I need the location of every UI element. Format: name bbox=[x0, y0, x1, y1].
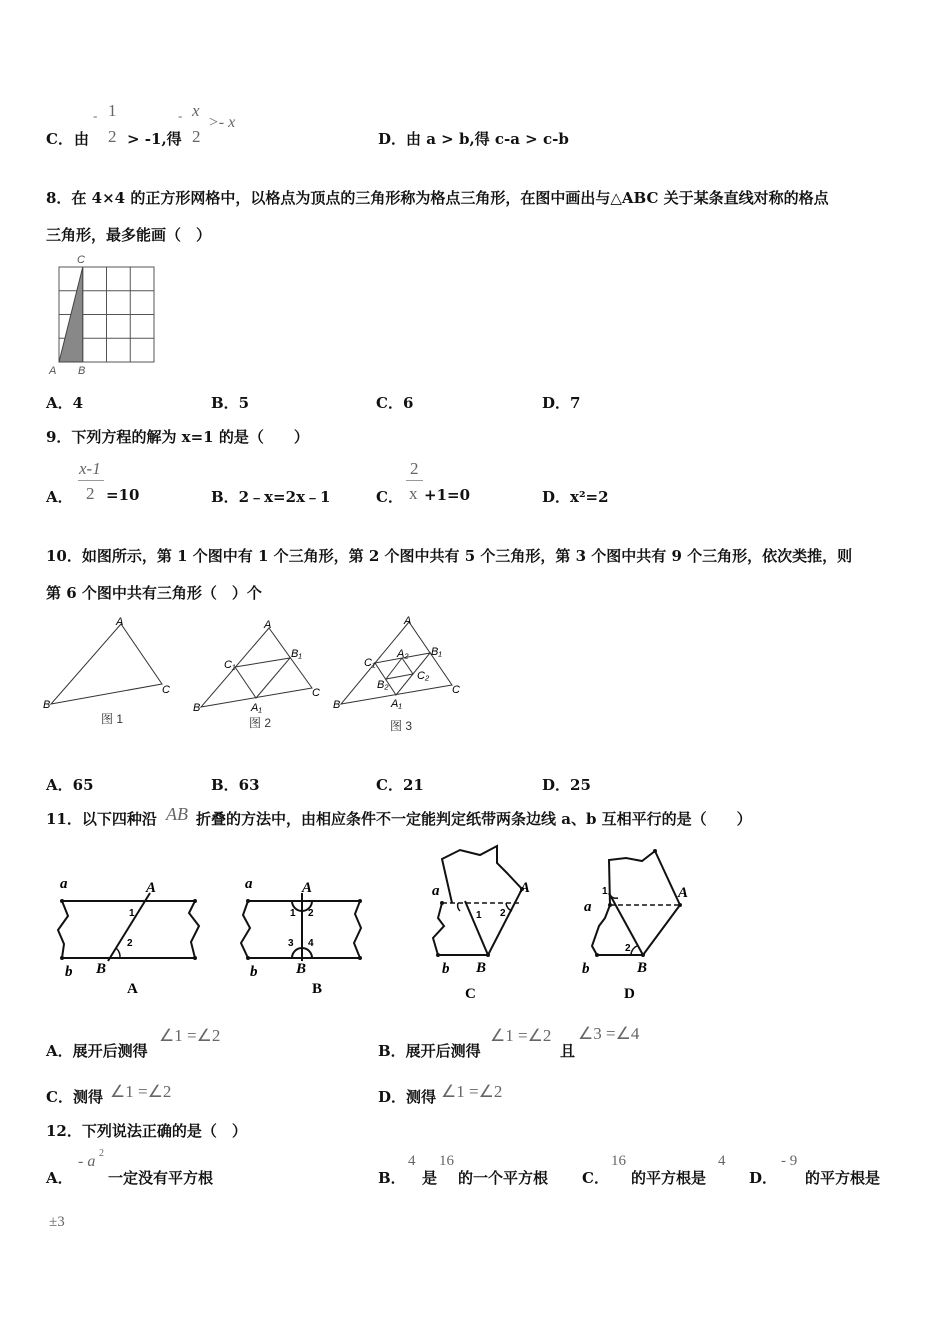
q11-figure-c bbox=[420, 838, 560, 1003]
q8-label-c: C bbox=[77, 254, 85, 266]
q11-fd-label-point-b: B bbox=[637, 960, 648, 976]
q9-a-fraction-bar bbox=[78, 480, 104, 481]
q11-fc-label-b-line: b bbox=[442, 961, 450, 977]
q8-option-c: C．6 bbox=[376, 394, 414, 412]
q8-stem-line2: 三角形，最多能画（ ） bbox=[46, 226, 212, 244]
q7-d-label: D． bbox=[378, 130, 407, 148]
q10-f3-label-a: A bbox=[404, 615, 412, 627]
q9-a-den: 2 bbox=[86, 484, 95, 503]
q11-stem-pre: 11．以下四种沿 bbox=[46, 810, 157, 828]
q7-c-neg2: - bbox=[178, 108, 183, 123]
q8-label-a: A bbox=[49, 365, 57, 377]
q11-fa-angle-1: 1 bbox=[129, 908, 135, 919]
q10-caption-2: 图 2 bbox=[249, 716, 272, 730]
q10-caption-3: 图 3 bbox=[390, 719, 413, 733]
q12-d-m1: - 9 bbox=[781, 1153, 798, 1169]
q8-label-b: B bbox=[78, 365, 86, 377]
q12-a-sup: 2 bbox=[99, 1148, 104, 1159]
q12-a-math: - a bbox=[78, 1153, 96, 1170]
q9-c-den: x bbox=[409, 484, 418, 503]
q10-f2-label-c1: C₁ bbox=[224, 659, 236, 671]
q11-fb-caption: B bbox=[312, 981, 323, 997]
q11-fd-angle-1: 1 bbox=[602, 886, 608, 897]
q11-fc-label-a-line: a bbox=[432, 883, 440, 899]
q12-a-label: A． bbox=[46, 1169, 73, 1187]
q11-fc-caption: C bbox=[465, 986, 476, 1002]
q10-caption-1: 图 1 bbox=[101, 712, 124, 726]
q11-fa-label-point-b: B bbox=[96, 961, 107, 977]
q12-b-t1: 是 bbox=[422, 1169, 438, 1187]
q7-c-tail: >- x bbox=[208, 114, 236, 131]
q7-c-den1: 2 bbox=[108, 127, 117, 146]
q11-figure-a bbox=[50, 868, 215, 998]
q12-d-m2: ±3 bbox=[49, 1214, 65, 1230]
q11-option-c-text: C．测得 bbox=[46, 1088, 103, 1106]
q9-a-num: x-1 bbox=[79, 459, 101, 478]
q10-f1-label-a: A bbox=[116, 616, 124, 628]
q12-b-label: B． bbox=[378, 1169, 406, 1187]
q10-f2-label-a1: A₁ bbox=[251, 702, 262, 714]
q11-option-b-math1: ∠1 =∠2 bbox=[490, 1026, 552, 1045]
q9-c-fraction-bar bbox=[406, 480, 423, 481]
q11-fb-label-b-line: b bbox=[250, 964, 258, 980]
q12-c-m2: 4 bbox=[718, 1153, 726, 1169]
q9-a-tail: =10 bbox=[106, 486, 140, 504]
q12-b-m2: 16 bbox=[439, 1153, 454, 1169]
q10-f3-label-c: C bbox=[452, 684, 460, 696]
q7-d-text: 由 a > b,得 c-a > c-b bbox=[406, 130, 569, 148]
q11-fd-caption: D bbox=[624, 986, 635, 1002]
q11-fb-angle-4: 4 bbox=[308, 938, 314, 949]
q11-figure-d bbox=[575, 838, 710, 1003]
q11-fb-label-a-line: a bbox=[245, 876, 253, 892]
q11-fb-label-point-b: B bbox=[296, 961, 307, 977]
q11-fb-angle-2: 2 bbox=[308, 908, 314, 919]
q10-f2-label-b1: B₁ bbox=[291, 648, 302, 660]
q10-option-b: B．63 bbox=[211, 776, 260, 794]
q10-stem-line1: 10．如图所示，第 1 个图中有 1 个三角形，第 2 个图中共有 5 个三角形，第 3 个图中共有 9 个三角形，依次类推，则 bbox=[46, 547, 853, 565]
q8-stem-line1: 8．在 4×4 的正方形网格中，以格点为顶点的三角形称为格点三角形，在图中画出与△ABC 关于某条直线对称的格点 bbox=[46, 189, 829, 207]
q8-option-a: A．4 bbox=[46, 394, 84, 412]
q11-figure-b bbox=[230, 868, 380, 998]
q12-b-t2: 的一个平方根 bbox=[458, 1169, 549, 1187]
q8-option-b: B．5 bbox=[211, 394, 250, 412]
q10-option-c: C．21 bbox=[376, 776, 424, 794]
q11-stem-post: 折叠的方法中，由相应条件不一定能判定纸带两条边线 a、b 互相平行的是（ ） bbox=[196, 810, 752, 828]
q10-f1-label-c: C bbox=[162, 684, 170, 696]
q8-option-d: D．7 bbox=[542, 394, 581, 412]
q12-a-text: 一定没有平方根 bbox=[108, 1169, 214, 1187]
q11-fd-angle-2: 2 bbox=[625, 943, 631, 954]
q11-fa-label-b-line: b bbox=[65, 964, 73, 980]
q9-c-num: 2 bbox=[410, 459, 419, 478]
q10-f3-label-c2: C₂ bbox=[417, 670, 430, 682]
q10-f3-label-a2: A₂ bbox=[397, 648, 409, 660]
q9-c-label: C． bbox=[376, 488, 403, 506]
q10-f2-label-c: C bbox=[312, 687, 320, 699]
q7-c-you: 由 bbox=[74, 130, 90, 148]
q11-fc-label-point-b: B bbox=[476, 960, 487, 976]
q9-option-d: D．x²=2 bbox=[542, 488, 609, 506]
q12-c-label: C． bbox=[582, 1169, 609, 1187]
q11-option-a-text: A．展开后测得 bbox=[46, 1042, 148, 1060]
q11-fa-label-a-line: a bbox=[60, 876, 68, 892]
q7-c-den2: 2 bbox=[192, 127, 201, 146]
q11-option-b-and: 且 bbox=[560, 1042, 576, 1060]
q11-fa-angle-2: 2 bbox=[127, 938, 133, 949]
q11-fd-label-a-line: a bbox=[584, 899, 592, 915]
q10-f3-label-b: B bbox=[333, 699, 341, 711]
q9-a-label: A． bbox=[46, 488, 73, 506]
q11-option-c-math: ∠1 =∠2 bbox=[110, 1082, 172, 1101]
q11-fd-label-b-line: b bbox=[582, 961, 590, 977]
q11-fd-label-point-a: A bbox=[678, 885, 689, 901]
q8-grid-figure bbox=[46, 253, 164, 378]
q7-c-num2: x bbox=[192, 101, 200, 120]
q11-fb-label-point-a: A bbox=[302, 880, 313, 896]
q11-fb-angle-1: 1 bbox=[290, 908, 296, 919]
q10-f1-label-b: B bbox=[43, 699, 51, 711]
q11-fb-angle-3: 3 bbox=[288, 938, 294, 949]
q12-stem: 12．下列说法正确的是（ ） bbox=[46, 1122, 247, 1140]
q11-fc-label-point-a: A bbox=[520, 880, 531, 896]
q10-f2-label-a: A bbox=[264, 619, 272, 631]
q11-option-a-math: ∠1 =∠2 bbox=[159, 1026, 221, 1045]
q11-fa-label-point-a: A bbox=[146, 880, 157, 896]
q9-c-tail: +1=0 bbox=[424, 486, 471, 504]
q7-c-mid: > -1,得 bbox=[127, 130, 182, 148]
q9-stem: 9．下列方程的解为 x=1 的是（ ） bbox=[46, 428, 309, 446]
q12-d-t1: 的平方根是 bbox=[805, 1169, 881, 1187]
q12-d-label: D． bbox=[749, 1169, 778, 1187]
q10-f2-label-b: B bbox=[193, 702, 201, 714]
q10-f3-label-a1: A₁ bbox=[391, 698, 402, 710]
q12-b-m1: 4 bbox=[408, 1153, 416, 1169]
q7-c-neg: - bbox=[93, 108, 98, 123]
q10-option-d: D．25 bbox=[542, 776, 591, 794]
q11-fa-caption: A bbox=[127, 981, 138, 997]
q9-option-b: B．2﹣x=2x﹣1 bbox=[211, 488, 331, 506]
q7-c-label: C． bbox=[46, 130, 73, 148]
q11-option-d-text: D．测得 bbox=[378, 1088, 437, 1106]
q12-c-m1: 16 bbox=[611, 1153, 626, 1169]
q11-option-b-text: B．展开后测得 bbox=[378, 1042, 481, 1060]
q10-f3-label-b1: B₁ bbox=[431, 646, 442, 658]
q10-figure-3 bbox=[330, 612, 480, 732]
q11-stem-ab: AB bbox=[166, 804, 188, 824]
q10-f3-label-c1: C₁ bbox=[364, 657, 376, 669]
q7-c-num1: 1 bbox=[108, 101, 117, 120]
q11-option-b-math2: ∠3 =∠4 bbox=[578, 1024, 640, 1043]
q12-c-t1: 的平方根是 bbox=[631, 1169, 707, 1187]
q10-f3-label-b2: B₂ bbox=[377, 679, 389, 691]
q11-fc-angle-2: 2 bbox=[500, 908, 506, 919]
q10-stem-line2: 第 6 个图中共有三角形（ ）个 bbox=[46, 584, 262, 602]
q11-option-d-math: ∠1 =∠2 bbox=[441, 1082, 503, 1101]
q11-fc-angle-1: 1 bbox=[476, 910, 482, 921]
q10-option-a: A．65 bbox=[46, 776, 94, 794]
